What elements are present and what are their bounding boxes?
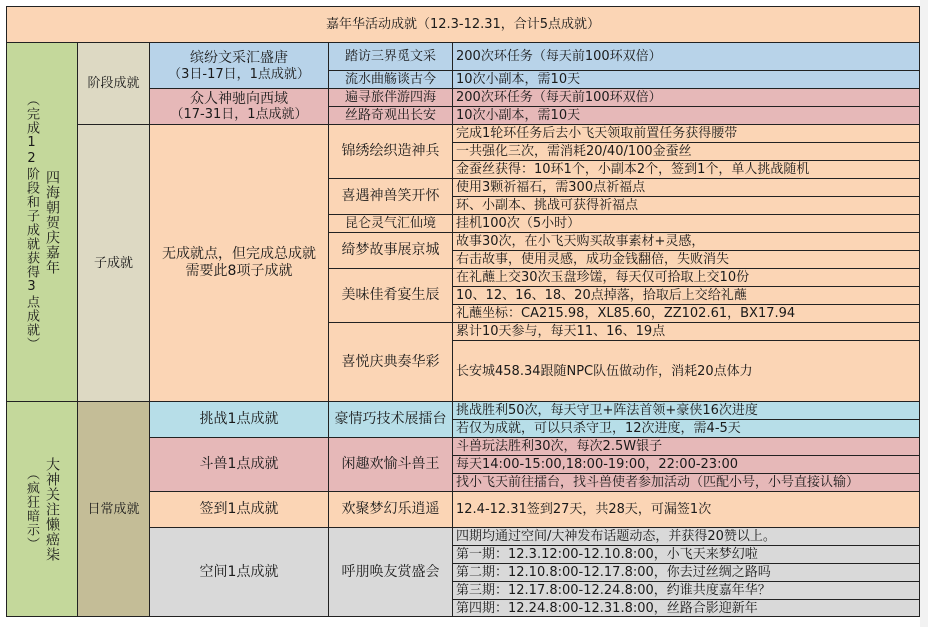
left-group-bottom-note: （疯狂暗示）	[24, 467, 39, 551]
sub-note: 无成就点，但完成总成就需要此8项子成就	[150, 125, 329, 402]
left-group-top	[6, 43, 78, 402]
stage-1-title: 缤纷文采汇盛唐	[190, 50, 288, 66]
stage-item-desc: 200次环任务（每天前100环双倍）	[453, 43, 920, 71]
daily-item-name: 呼朋唤友赏盛会	[329, 528, 453, 617]
stage-item-name: 遍寻旅伴游四海	[329, 89, 453, 107]
daily-item-line: 每天14:00-15:00,18:00-19:00，22:00-23:00	[453, 456, 920, 474]
stage-item-name: 流水曲觞谈古今	[329, 71, 453, 89]
stage-item-name: 丝路奇观出长安	[329, 107, 453, 125]
sub-item-line: 长安城458.34跟随NPC队伍做动作，消耗20点体力	[453, 341, 920, 402]
stage-item-desc: 200次环任务（每天前100环双倍）	[453, 89, 920, 107]
stage-item-name: 踏访三界觅文采	[329, 43, 453, 71]
daily-item-name: 欢聚梦幻乐逍遥	[329, 492, 453, 528]
daily-item-line: 挑战胜利50次，每天守卫+阵法首领+豪侠16次进度	[453, 402, 920, 420]
sub-item-line: 环、小副本、挑战可获得祈福点	[453, 197, 920, 215]
sub-item-name: 喜遇神兽笑开怀	[329, 179, 453, 215]
daily-item-line: 找小飞天前往擂台，找斗兽使者参加活动（匹配小号，小号直接认输）	[453, 474, 920, 492]
left-group-bottom-title: 大神关注懒癌柒	[44, 456, 60, 562]
daily-item-line: 若仅为成就，可以只杀守卫，12次进度，需4-5天	[453, 420, 920, 438]
left-group-bottom	[6, 402, 78, 617]
daily-item-line: 第四期：12.24.8:00-12.31.8:00，丝路合影迎新年	[453, 600, 920, 617]
daily-label: 挑战1点成就	[150, 402, 329, 438]
daily-label: 签到1点成就	[150, 492, 329, 528]
sub-item-name: 喜悦庆典奏华彩	[329, 323, 453, 402]
sub-item-line: 在礼蘸上交30次玉盘珍馐，每天仅可拾取上交10份	[453, 269, 920, 287]
sub-item-line: 10、12、16、18、20点掉落，拾取后上交给礼蘸	[453, 287, 920, 305]
daily-item-name: 豪情巧技术展擂台	[329, 402, 453, 438]
sub-item-line: 使用3颗祈福石，需300点祈福点	[453, 179, 920, 197]
sheet-margin	[920, 0, 928, 627]
daily-item-line: 第二期：12.10.8:00-12.17.8:00，你去过丝绸之路吗	[453, 564, 920, 582]
sub-item-name: 绮梦故事展京城	[329, 233, 453, 269]
sub-item-line: 挂机100次（5小时）	[453, 215, 920, 233]
daily-item-line: 四期均通过空间/大神发布话题动态，并获得20赞以上。	[453, 528, 920, 546]
sub-item-name: 锦绣绘织造神兵	[329, 125, 453, 179]
sub-item-line: 故事30次，在小飞天购买故事素材+灵感，	[453, 233, 920, 251]
sub-item-line: 一共强化三次，需消耗20/40/100金蚕丝	[453, 143, 920, 161]
daily-item-name: 闲趣欢愉斗兽王	[329, 438, 453, 492]
left-group-top-title: 四海朝贺庆嘉年	[44, 169, 60, 275]
stage-1-period: （3日-17日，1点成就）	[168, 67, 310, 82]
stage-1-group	[150, 43, 329, 89]
sub-item-line: 礼蘸坐标：CA215.98，XL85.60，ZZ102.61，BX17.94	[453, 305, 920, 323]
sub-item-line: 累计10天参与，每天11、16、19点	[453, 323, 920, 341]
category-stage: 阶段成就	[78, 43, 150, 125]
daily-item-line: 12.4-12.31签到27天，共28天，可漏签1次	[453, 492, 920, 528]
daily-label: 空间1点成就	[150, 528, 329, 617]
stage-2-title: 众人神驰向西域	[190, 91, 288, 107]
sheet-title: 嘉年华活动成就（12.3-12.31，合计5点成就）	[6, 6, 920, 43]
sub-item-name: 昆仑灵气汇仙境	[329, 215, 453, 233]
stage-2-group	[150, 89, 329, 125]
stage-2-period: （17-31日，1点成就）	[170, 107, 308, 122]
sub-item-line: 右击故事，使用灵感，成功金钱翻倍，失败消失	[453, 251, 920, 269]
daily-item-line: 斗兽玩法胜利30次，每次2.5W银子	[453, 438, 920, 456]
stage-item-desc: 10次小副本，需10天	[453, 71, 920, 89]
daily-item-line: 第一期：12.3.12:00-12.10.8:00，小飞天来梦幻啦	[453, 546, 920, 564]
daily-item-line: 第三期：12.17.8:00-12.24.8:00，约谁共度嘉年华？	[453, 582, 920, 600]
daily-label: 斗兽1点成就	[150, 438, 329, 492]
left-group-top-note: （完成12阶段和子成就获得3点成就）	[24, 93, 39, 351]
category-sub: 子成就	[78, 125, 150, 402]
stage-item-desc: 10次小副本，需10天	[453, 107, 920, 125]
sub-item-line: 完成1轮环任务后去小飞天领取前置任务获得腰带	[453, 125, 920, 143]
category-daily: 日常成就	[78, 402, 150, 617]
sub-item-line: 金蚕丝获得：10环1个，小副本2个，签到1个，单人挑战随机	[453, 161, 920, 179]
sub-item-name: 美味佳肴宴生辰	[329, 269, 453, 323]
